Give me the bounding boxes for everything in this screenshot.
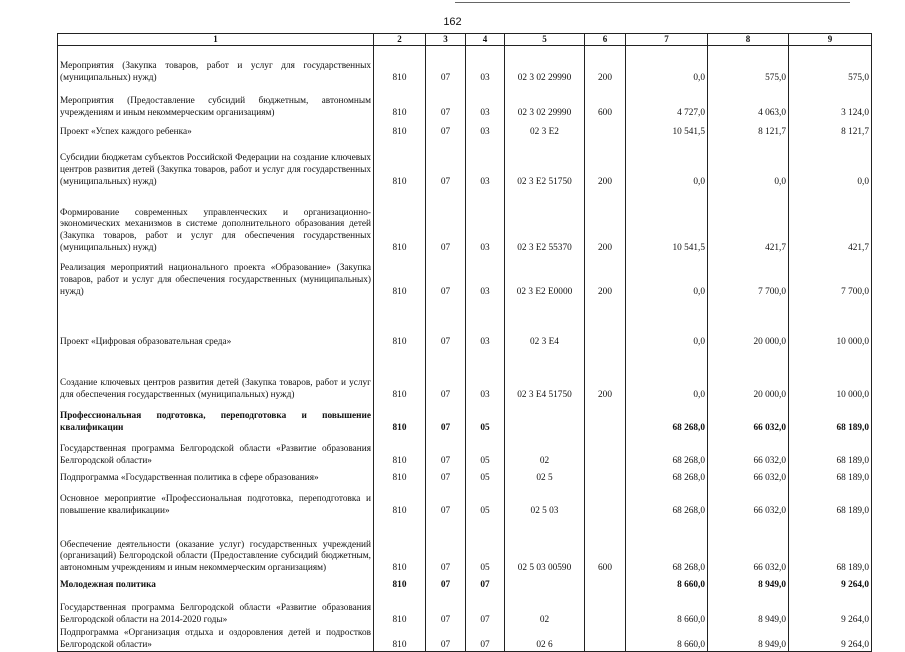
cell-name: Молодежная политика — [58, 574, 374, 591]
cell-grbs: 810 — [374, 591, 426, 626]
cell-podrazdel: 03 — [466, 348, 505, 401]
column-header: 1 — [58, 34, 374, 46]
table-row — [58, 298, 872, 348]
cell-grbs: 810 — [374, 119, 426, 138]
column-header: 8 — [708, 34, 789, 46]
cell-expense-type: 200 — [585, 46, 626, 85]
cell-amount-col8: 66 032,0 — [708, 401, 789, 434]
cell-name: Создание ключевых центров развития детей (Закупка товаров, работ и услуг для обеспечения государственных (муниципальных) нужд) — [58, 348, 374, 401]
cell-amount-col8: 7 700,0 — [708, 254, 789, 298]
top-rule — [455, 2, 850, 3]
cell-amount-col7: 68 268,0 — [626, 401, 708, 434]
cell-target-article: 02 — [505, 434, 585, 467]
column-header: 2 — [374, 34, 426, 46]
table-row — [58, 254, 872, 298]
table-row — [58, 188, 872, 254]
cell-expense-type — [585, 298, 626, 348]
cell-name: Формирование современных управленческих и организационно-экономических механизмов в системе дополнительного образования детей (Закупка товаров, работ и услуг для обеспечения государственных (муниципальных) нужд) — [58, 188, 374, 254]
cell-amount-col8: 66 032,0 — [708, 467, 789, 484]
column-header: 4 — [466, 34, 505, 46]
cell-target-article: 02 6 — [505, 626, 585, 652]
cell-amount-col7: 8 660,0 — [626, 626, 708, 652]
table-row — [58, 626, 872, 652]
cell-razdel: 07 — [426, 298, 466, 348]
cell-amount-col9: 9 264,0 — [789, 574, 872, 591]
cell-amount-col7: 0,0 — [626, 348, 708, 401]
cell-amount-col9: 9 264,0 — [789, 591, 872, 626]
cell-razdel: 07 — [426, 467, 466, 484]
table-row — [58, 467, 872, 484]
cell-amount-col8: 66 032,0 — [708, 517, 789, 574]
cell-razdel: 07 — [426, 119, 466, 138]
cell-podrazdel: 05 — [466, 401, 505, 434]
cell-podrazdel: 05 — [466, 517, 505, 574]
cell-expense-type: 200 — [585, 348, 626, 401]
cell-amount-col9: 68 189,0 — [789, 401, 872, 434]
column-header: 3 — [426, 34, 466, 46]
cell-expense-type: 600 — [585, 517, 626, 574]
cell-grbs: 810 — [374, 348, 426, 401]
budget-table — [57, 33, 872, 652]
cell-expense-type: 600 — [585, 84, 626, 119]
cell-amount-col8: 421,7 — [708, 188, 789, 254]
page-number: 162 — [443, 16, 462, 28]
cell-amount-col9: 68 189,0 — [789, 517, 872, 574]
cell-name: Профессиональная подготовка, переподготовка и повышение квалификации — [58, 401, 374, 434]
cell-name: Подпрограмма «Государственная политика в сфере образования» — [58, 467, 374, 484]
column-header: 7 — [626, 34, 708, 46]
cell-razdel: 07 — [426, 348, 466, 401]
cell-name: Основное мероприятие «Профессиональная подготовка, переподготовка и повышение квалификации» — [58, 484, 374, 517]
cell-amount-col8: 8 121,7 — [708, 119, 789, 138]
cell-amount-col8: 8 949,0 — [708, 591, 789, 626]
cell-razdel: 07 — [426, 626, 466, 652]
cell-amount-col9: 3 124,0 — [789, 84, 872, 119]
cell-razdel: 07 — [426, 591, 466, 626]
cell-podrazdel: 03 — [466, 138, 505, 188]
column-header: 6 — [585, 34, 626, 46]
cell-amount-col9: 8 121,7 — [789, 119, 872, 138]
cell-razdel: 07 — [426, 574, 466, 591]
cell-grbs: 810 — [374, 298, 426, 348]
table-row — [58, 401, 872, 434]
cell-target-article: 02 3 E2 — [505, 119, 585, 138]
cell-grbs: 810 — [374, 434, 426, 467]
table-row — [58, 348, 872, 401]
cell-name: Реализация мероприятий национального проекта «Образование» (Закупка товаров, работ и услуг для обеспечения государственных (муниципальных) нужд) — [58, 254, 374, 298]
cell-amount-col9: 68 189,0 — [789, 434, 872, 467]
cell-expense-type — [585, 401, 626, 434]
table-row — [58, 574, 872, 591]
cell-amount-col9: 7 700,0 — [789, 254, 872, 298]
cell-amount-col9: 10 000,0 — [789, 348, 872, 401]
cell-grbs: 810 — [374, 188, 426, 254]
cell-target-article: 02 3 E4 — [505, 298, 585, 348]
cell-razdel: 07 — [426, 434, 466, 467]
cell-grbs: 810 — [374, 484, 426, 517]
cell-grbs: 810 — [374, 626, 426, 652]
column-header: 5 — [505, 34, 585, 46]
cell-amount-col8: 66 032,0 — [708, 434, 789, 467]
cell-name: Мероприятия (Закупка товаров, работ и услуг для государственных (муниципальных) нужд) — [58, 46, 374, 85]
cell-target-article: 02 3 E2 E0000 — [505, 254, 585, 298]
table-row — [58, 591, 872, 626]
cell-amount-col9: 68 189,0 — [789, 467, 872, 484]
cell-amount-col8: 8 949,0 — [708, 574, 789, 591]
cell-amount-col9: 68 189,0 — [789, 484, 872, 517]
cell-amount-col8: 20 000,0 — [708, 348, 789, 401]
cell-target-article: 02 5 03 — [505, 484, 585, 517]
cell-expense-type — [585, 626, 626, 652]
cell-amount-col9: 421,7 — [789, 188, 872, 254]
table-row — [58, 138, 872, 188]
cell-amount-col7: 4 727,0 — [626, 84, 708, 119]
cell-amount-col8: 575,0 — [708, 46, 789, 85]
cell-name: Проект «Успех каждого ребенка» — [58, 119, 374, 138]
cell-amount-col9: 10 000,0 — [789, 298, 872, 348]
cell-expense-type — [585, 467, 626, 484]
cell-podrazdel: 07 — [466, 626, 505, 652]
cell-grbs: 810 — [374, 401, 426, 434]
cell-amount-col9: 0,0 — [789, 138, 872, 188]
cell-amount-col7: 10 541,5 — [626, 188, 708, 254]
cell-target-article: 02 3 02 29990 — [505, 84, 585, 119]
cell-amount-col9: 575,0 — [789, 46, 872, 85]
cell-target-article — [505, 574, 585, 591]
cell-razdel: 07 — [426, 401, 466, 434]
cell-expense-type — [585, 119, 626, 138]
cell-podrazdel: 03 — [466, 188, 505, 254]
cell-grbs: 810 — [374, 517, 426, 574]
cell-razdel: 07 — [426, 517, 466, 574]
cell-podrazdel: 07 — [466, 591, 505, 626]
cell-amount-col7: 0,0 — [626, 298, 708, 348]
cell-grbs: 810 — [374, 138, 426, 188]
cell-amount-col7: 68 268,0 — [626, 467, 708, 484]
cell-name: Государственная программа Белгородской области «Развитие образования Белгородской области» — [58, 434, 374, 467]
cell-podrazdel: 03 — [466, 84, 505, 119]
cell-amount-col8: 0,0 — [708, 138, 789, 188]
table-row — [58, 46, 872, 85]
cell-name: Мероприятия (Предоставление субсидий бюджетным, автономным учреждениям и иным некоммерческим организациям) — [58, 84, 374, 119]
cell-amount-col7: 68 268,0 — [626, 434, 708, 467]
cell-amount-col8: 4 063,0 — [708, 84, 789, 119]
table-row — [58, 434, 872, 467]
column-header: 9 — [789, 34, 872, 46]
cell-razdel: 07 — [426, 84, 466, 119]
cell-grbs: 810 — [374, 467, 426, 484]
cell-amount-col7: 8 660,0 — [626, 591, 708, 626]
cell-amount-col8: 66 032,0 — [708, 484, 789, 517]
cell-target-article — [505, 401, 585, 434]
cell-podrazdel: 03 — [466, 298, 505, 348]
cell-expense-type — [585, 591, 626, 626]
cell-expense-type: 200 — [585, 138, 626, 188]
table-row — [58, 484, 872, 517]
cell-amount-col9: 9 264,0 — [789, 626, 872, 652]
cell-name: Проект «Цифровая образовательная среда» — [58, 298, 374, 348]
cell-amount-col7: 0,0 — [626, 254, 708, 298]
cell-target-article: 02 5 — [505, 467, 585, 484]
cell-razdel: 07 — [426, 484, 466, 517]
cell-target-article: 02 3 02 29990 — [505, 46, 585, 85]
cell-podrazdel: 03 — [466, 254, 505, 298]
cell-grbs: 810 — [374, 46, 426, 85]
cell-amount-col7: 10 541,5 — [626, 119, 708, 138]
cell-target-article: 02 3 E2 51750 — [505, 138, 585, 188]
cell-amount-col7: 68 268,0 — [626, 517, 708, 574]
cell-name: Субсидии бюджетам субъектов Российской Федерации на создание ключевых центров развития детей (Закупка товаров, работ и услуг для государственных (муниципальных) нужд) — [58, 138, 374, 188]
cell-expense-type: 200 — [585, 254, 626, 298]
cell-name: Государственная программа Белгородской области «Развитие образования Белгородской области на 2014-2020 годы» — [58, 591, 374, 626]
cell-expense-type: 200 — [585, 188, 626, 254]
cell-razdel: 07 — [426, 254, 466, 298]
cell-razdel: 07 — [426, 188, 466, 254]
table-row — [58, 119, 872, 138]
cell-expense-type — [585, 484, 626, 517]
cell-amount-col7: 68 268,0 — [626, 484, 708, 517]
cell-amount-col7: 8 660,0 — [626, 574, 708, 591]
cell-amount-col7: 0,0 — [626, 138, 708, 188]
cell-razdel: 07 — [426, 138, 466, 188]
cell-podrazdel: 03 — [466, 119, 505, 138]
cell-name: Обеспечение деятельности (оказание услуг) государственных учреждений (организаций) Белгородской области (Предоставление субсидий бюджетным, автономным учреждениям и иным некоммерческим организациям) — [58, 517, 374, 574]
cell-target-article: 02 3 E4 51750 — [505, 348, 585, 401]
cell-amount-col8: 20 000,0 — [708, 298, 789, 348]
cell-grbs: 810 — [374, 84, 426, 119]
cell-target-article: 02 3 E2 55370 — [505, 188, 585, 254]
table-header-row — [58, 34, 872, 46]
cell-name: Подпрограмма «Организация отдыха и оздоровления детей и подростков Белгородской области» — [58, 626, 374, 652]
cell-amount-col7: 0,0 — [626, 46, 708, 85]
cell-podrazdel: 05 — [466, 467, 505, 484]
cell-podrazdel: 05 — [466, 434, 505, 467]
cell-target-article: 02 5 03 00590 — [505, 517, 585, 574]
table-row — [58, 84, 872, 119]
cell-grbs: 810 — [374, 254, 426, 298]
cell-razdel: 07 — [426, 46, 466, 85]
cell-podrazdel: 05 — [466, 484, 505, 517]
cell-expense-type — [585, 574, 626, 591]
cell-grbs: 810 — [374, 574, 426, 591]
cell-podrazdel: 07 — [466, 574, 505, 591]
table-row — [58, 517, 872, 574]
cell-expense-type — [585, 434, 626, 467]
cell-amount-col8: 8 949,0 — [708, 626, 789, 652]
cell-target-article: 02 — [505, 591, 585, 626]
cell-podrazdel: 03 — [466, 46, 505, 85]
